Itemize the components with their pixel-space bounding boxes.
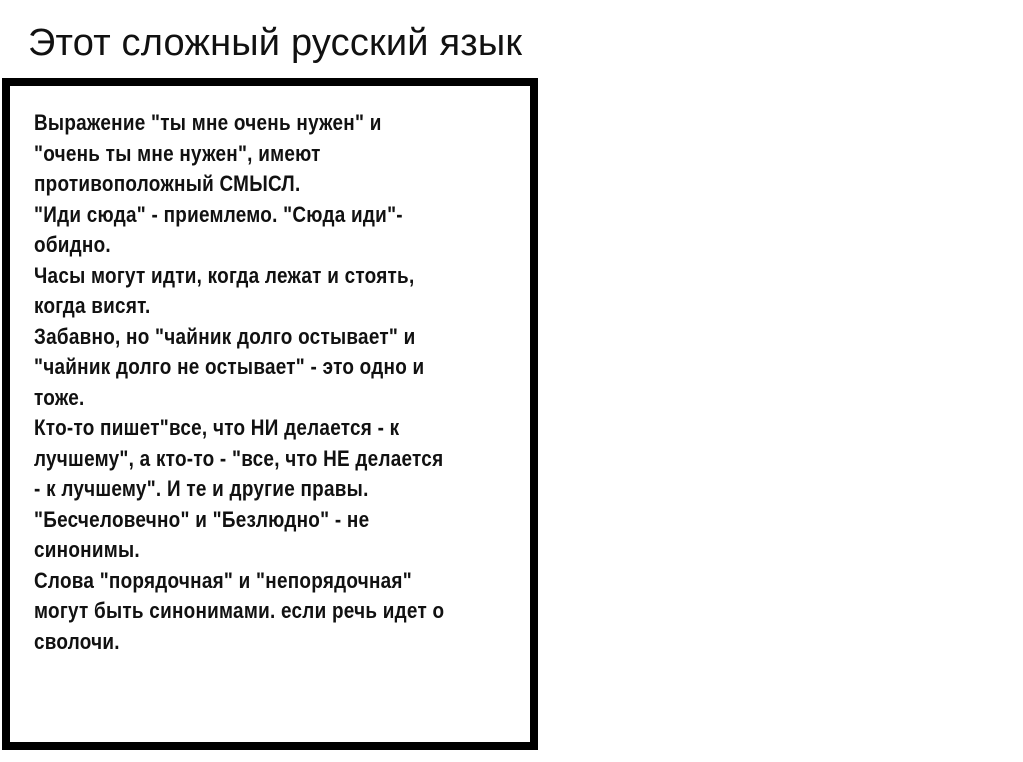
text-line: Кто-то пишет"все, что НИ делается - к (34, 415, 400, 440)
text-line: "Бесчеловечно" и "Безлюдно" - не (34, 506, 370, 532)
text-line: тоже. (34, 384, 85, 410)
text-line: Часы могут идти, когда лежат и стоять, (34, 262, 415, 288)
text-line: обидно. (34, 232, 111, 257)
text-line: "чайник долго не остывает" - это одно и (34, 354, 425, 379)
text-line: синонимы. (34, 537, 140, 562)
text-line: - к лучшему". И те и другие правы. (34, 476, 369, 501)
text-line: "Иди сюда" - приемлемо. "Сюда иди"- (34, 201, 403, 227)
text-line: лучшему", а кто-то - "все, что НЕ делается (34, 445, 444, 471)
text-line: Слова "порядочная" и "непорядочная" (34, 567, 412, 593)
text-line: "очень ты мне нужен", имеют (34, 140, 321, 166)
text-line: Выражение "ты мне очень нужен" и (34, 110, 382, 135)
text-line: противоположный СМЫСЛ. (34, 171, 301, 196)
text-line: сволочи. (34, 628, 120, 654)
text-card (2, 78, 538, 750)
page-title: Этот сложный русский язык (28, 22, 523, 64)
text-line: когда висят. (34, 293, 151, 318)
text-line: Забавно, но "чайник долго остывает" и (34, 323, 416, 349)
card-text (34, 108, 455, 657)
text-line: могут быть синонимами. если речь идет о (34, 598, 445, 623)
